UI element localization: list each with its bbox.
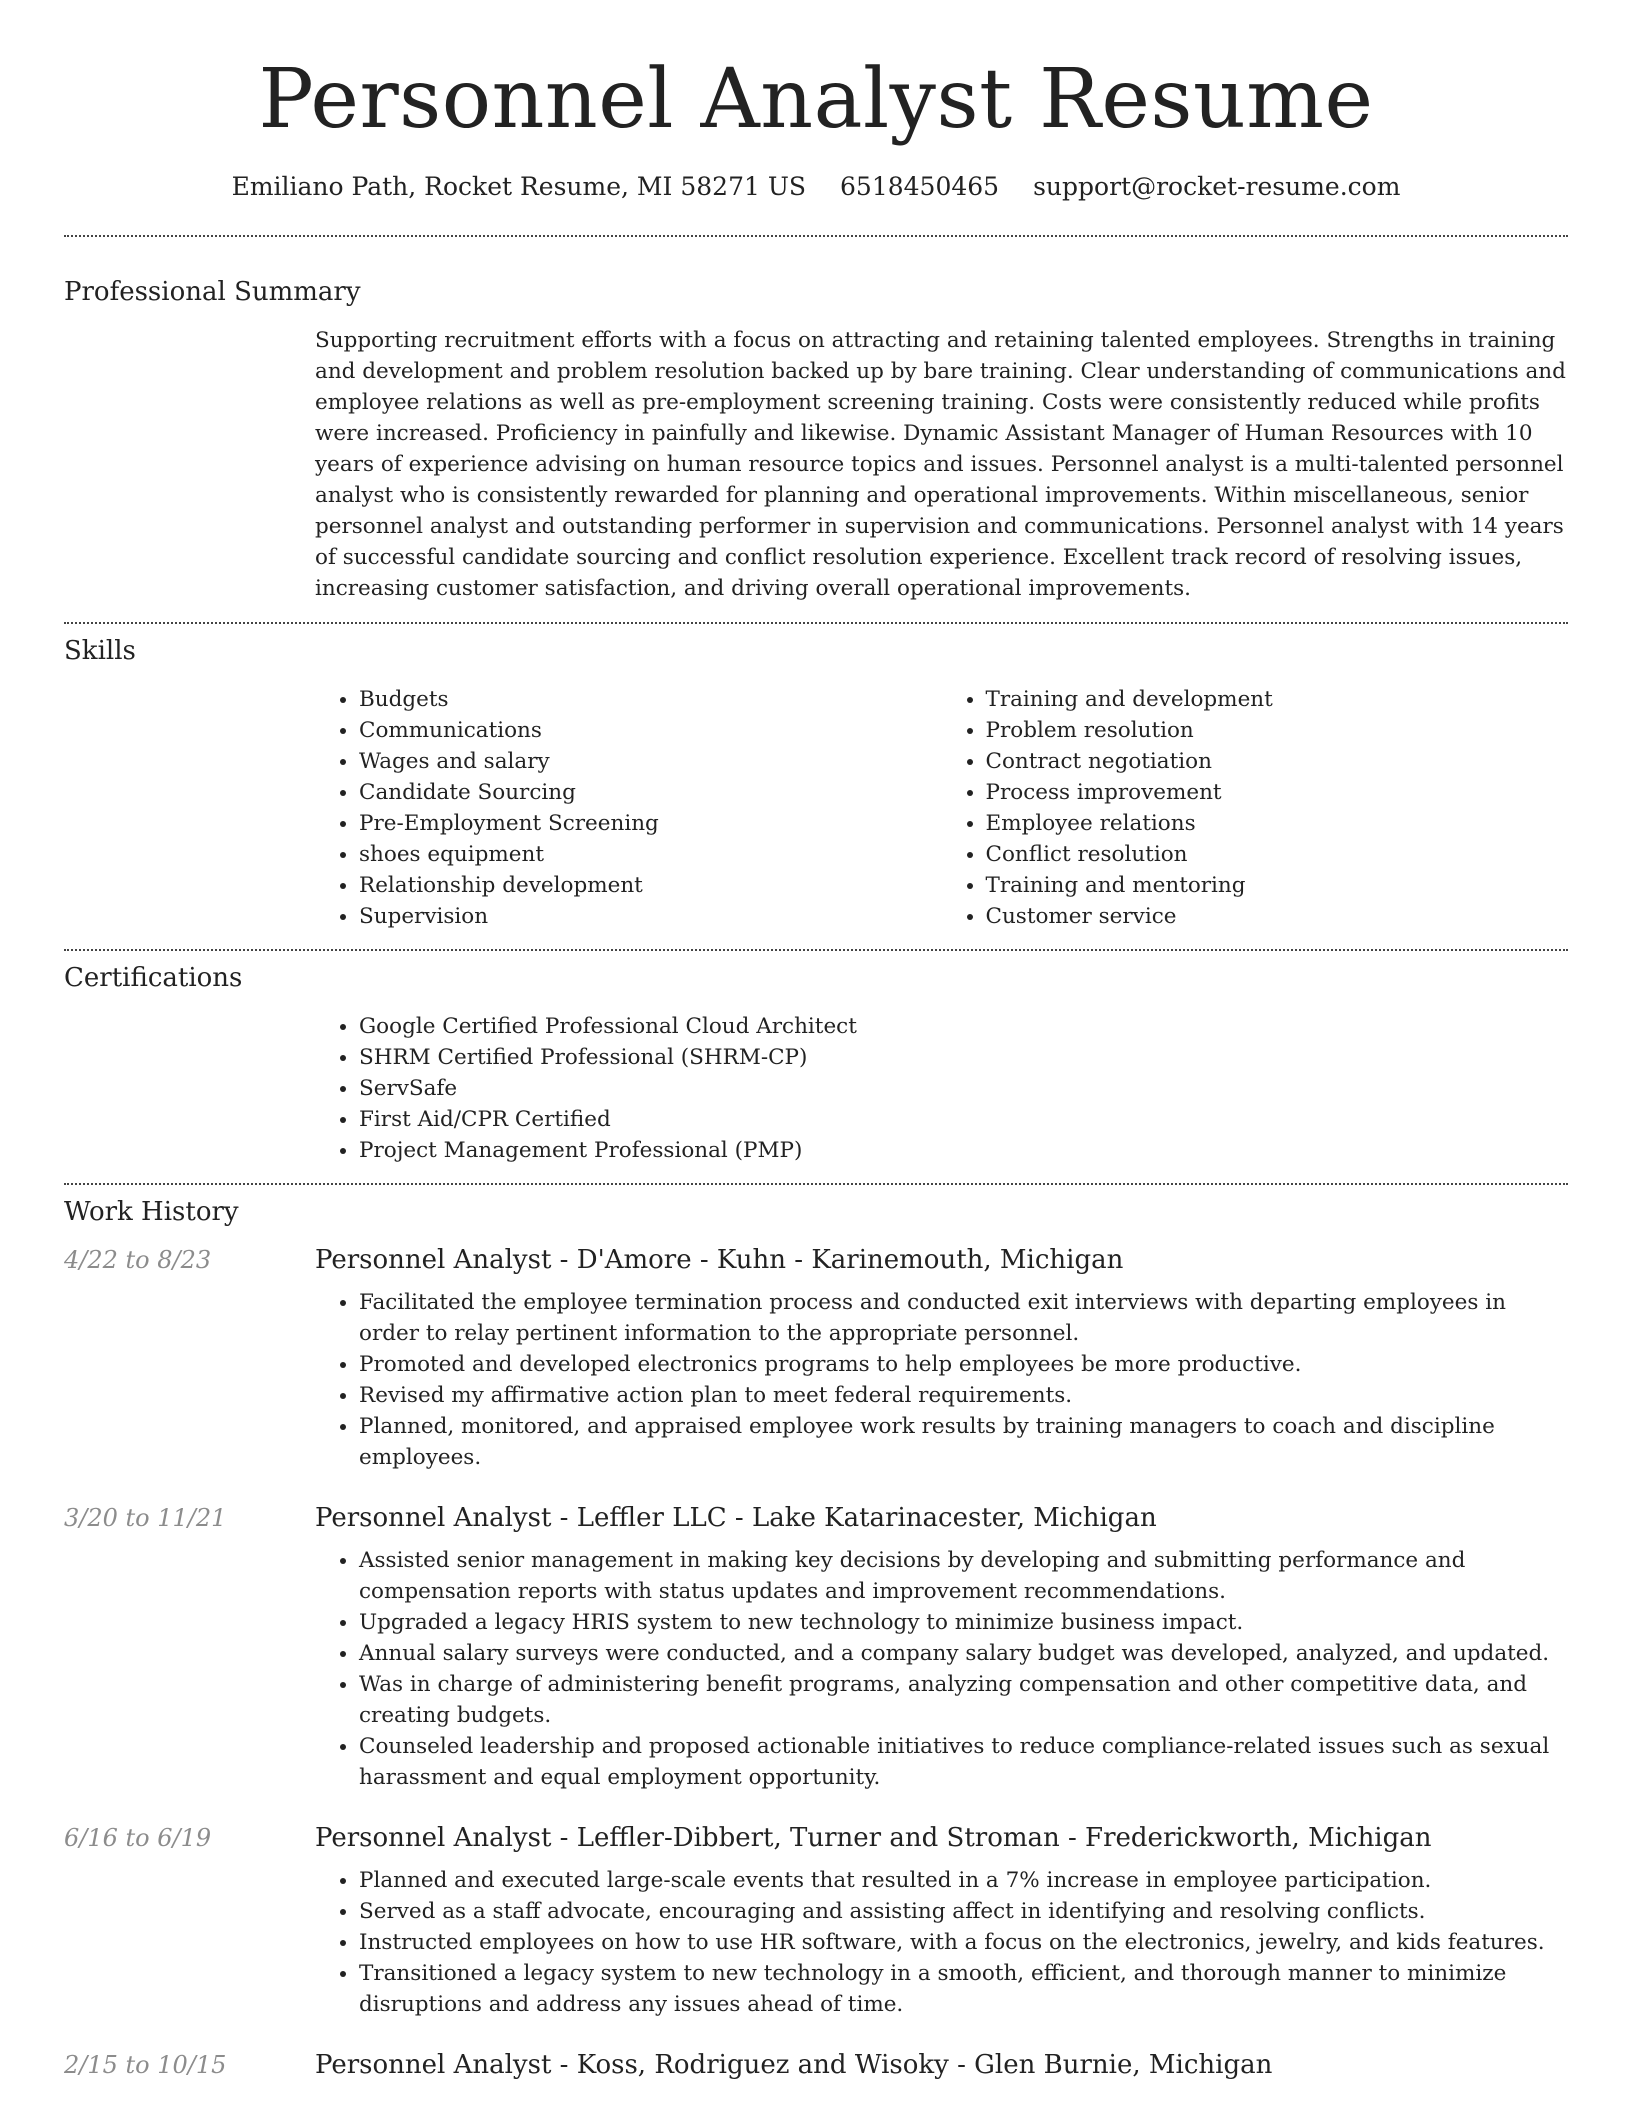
job-title: Personnel Analyst - D'Amore - Kuhn - Karinemouth, Michigan (315, 1245, 1124, 1275)
job-bullet: • Planned, monitored, and appraised employee work results by training managers to coach and discipline employees. (359, 1411, 1568, 1473)
skill-item: • Communications (359, 715, 942, 746)
job-bullet: • Assisted senior management in making key decisions by developing and submitting performance and compensation reports with status updates and improvement recommendations. (359, 1545, 1568, 1607)
job-bullet: • Facilitated the employee termination process and conducted exit interviews with departing employees in order to relay pertinent information to the appropriate personnel. (359, 1287, 1568, 1349)
skill-item: • Pre-Employment Screening (359, 808, 942, 839)
job-bullets (315, 1545, 1568, 1793)
job-dates: 6/16 to 6/19 (64, 1824, 212, 1852)
job-list (64, 1245, 1568, 2080)
skill-item: • shoes equipment (359, 839, 942, 870)
skill-item: • Supervision (359, 901, 942, 932)
job-entry (64, 2050, 1568, 2080)
contact-phone: 6518450465 (840, 172, 1000, 201)
skill-item: • Customer service (986, 901, 1569, 932)
skills-section (64, 636, 1568, 932)
job-bullets (315, 1865, 1568, 2020)
skill-item: • Wages and salary (359, 746, 942, 777)
section-heading-skills: Skills (64, 636, 136, 666)
skill-item: • Budgets (359, 684, 942, 715)
resume-title: Personnel Analyst Resume (258, 52, 1374, 147)
certification-item: • Google Certified Professional Cloud Architect (359, 1011, 1568, 1042)
job-dates: 4/22 to 8/23 (64, 1246, 212, 1274)
divider (64, 949, 1568, 951)
summary-section (64, 277, 1568, 604)
skill-item: • Conflict resolution (986, 839, 1569, 870)
skills-list-left (315, 684, 942, 932)
divider (64, 1183, 1568, 1185)
job-bullet: • Planned and executed large-scale events that resulted in a 7% increase in employee participation. (359, 1865, 1568, 1896)
job-bullet: • Instructed employees on how to use HR software, with a focus on the electronics, jewelry, and kids features. (359, 1927, 1568, 1958)
job-bullet: • Promoted and developed electronics programs to help employees be more productive. (359, 1349, 1568, 1380)
summary-text: Supporting recruitment efforts with a focus on attracting and retaining talented employees. Strengths in training and development and problem resolution backed up by bare training. Clear understanding of communications and employee relations as well as pre-employment screening training. Costs were consistently reduced while profits were increased. Proficiency in painfully and likewise. Dynamic Assistant Manager of Human Resources with 10 years of experience advising on human resource topics and issues. Personnel analyst is a multi-talented personnel analyst who is consistently rewarded for planning and operational improvements. Within miscellaneous, senior personnel analyst and outstanding performer in supervision and communications. Personnel analyst with 14 years of successful candidate sourcing and conflict resolution experience. Excellent track record of resolving issues, increasing customer satisfaction, and driving overall operational improvements. (315, 328, 1566, 601)
skill-item: • Candidate Sourcing (359, 777, 942, 808)
job-entry (64, 1245, 1568, 1473)
section-heading-certifications: Certifications (64, 963, 243, 993)
skill-item: • Training and development (986, 684, 1569, 715)
job-bullet: • Revised my affirmative action plan to meet federal requirements. (359, 1380, 1568, 1411)
job-bullets (315, 1287, 1568, 1473)
job-title: Personnel Analyst - Leffler-Dibbert, Turner and Stroman - Frederickworth, Michigan (315, 1823, 1432, 1853)
job-entry (64, 1503, 1568, 1793)
job-bullet: • Upgraded a legacy HRIS system to new technology to minimize business impact. (359, 1607, 1568, 1638)
contact-email: support@rocket-resume.com (1033, 172, 1401, 201)
skill-item: • Relationship development (359, 870, 942, 901)
divider (64, 622, 1568, 624)
certifications-list (315, 1011, 1568, 1166)
certification-item: • ServSafe (359, 1073, 1568, 1104)
job-dates: 3/20 to 11/21 (64, 1504, 227, 1532)
job-bullet: • Transitioned a legacy system to new technology in a smooth, efficient, and thorough manner to minimize disruptions and address any issues ahead of time. (359, 1958, 1568, 2020)
job-bullet: • Counseled leadership and proposed actionable initiatives to reduce compliance-related issues such as sexual harassment and equal employment opportunity. (359, 1731, 1568, 1793)
skill-item: • Employee relations (986, 808, 1569, 839)
skill-item: • Process improvement (986, 777, 1569, 808)
skill-item: • Training and mentoring (986, 870, 1569, 901)
divider (64, 235, 1568, 237)
skills-list-right (942, 684, 1569, 932)
job-bullet: • Annual salary surveys were conducted, and a company salary budget was developed, analyzed, and updated. (359, 1638, 1568, 1669)
certification-item: • SHRM Certified Professional (SHRM-CP) (359, 1042, 1568, 1073)
work-history-section (64, 1197, 1568, 2080)
certifications-section (64, 963, 1568, 1166)
certification-item: • Project Management Professional (PMP) (359, 1135, 1568, 1166)
job-title: Personnel Analyst - Koss, Rodriguez and Wisoky - Glen Burnie, Michigan (315, 2050, 1273, 2080)
certification-item: • First Aid/CPR Certified (359, 1104, 1568, 1135)
job-bullet: • Served as a staff advocate, encouraging and assisting affect in identifying and resolving conflicts. (359, 1896, 1568, 1927)
job-bullet: • Was in charge of administering benefit programs, analyzing compensation and other competitive data, and creating budgets. (359, 1669, 1568, 1731)
job-dates: 2/15 to 10/15 (64, 2051, 227, 2079)
job-title: Personnel Analyst - Leffler LLC - Lake Katarinacester, Michigan (315, 1503, 1157, 1533)
contact-info (0, 172, 1632, 201)
contact-address: Emiliano Path, Rocket Resume, MI 58271 US (231, 172, 807, 201)
skill-item: • Contract negotiation (986, 746, 1569, 777)
section-heading-summary: Professional Summary (64, 277, 361, 307)
job-entry (64, 1823, 1568, 2020)
skill-item: • Problem resolution (986, 715, 1569, 746)
section-heading-work-history: Work History (64, 1197, 239, 1227)
